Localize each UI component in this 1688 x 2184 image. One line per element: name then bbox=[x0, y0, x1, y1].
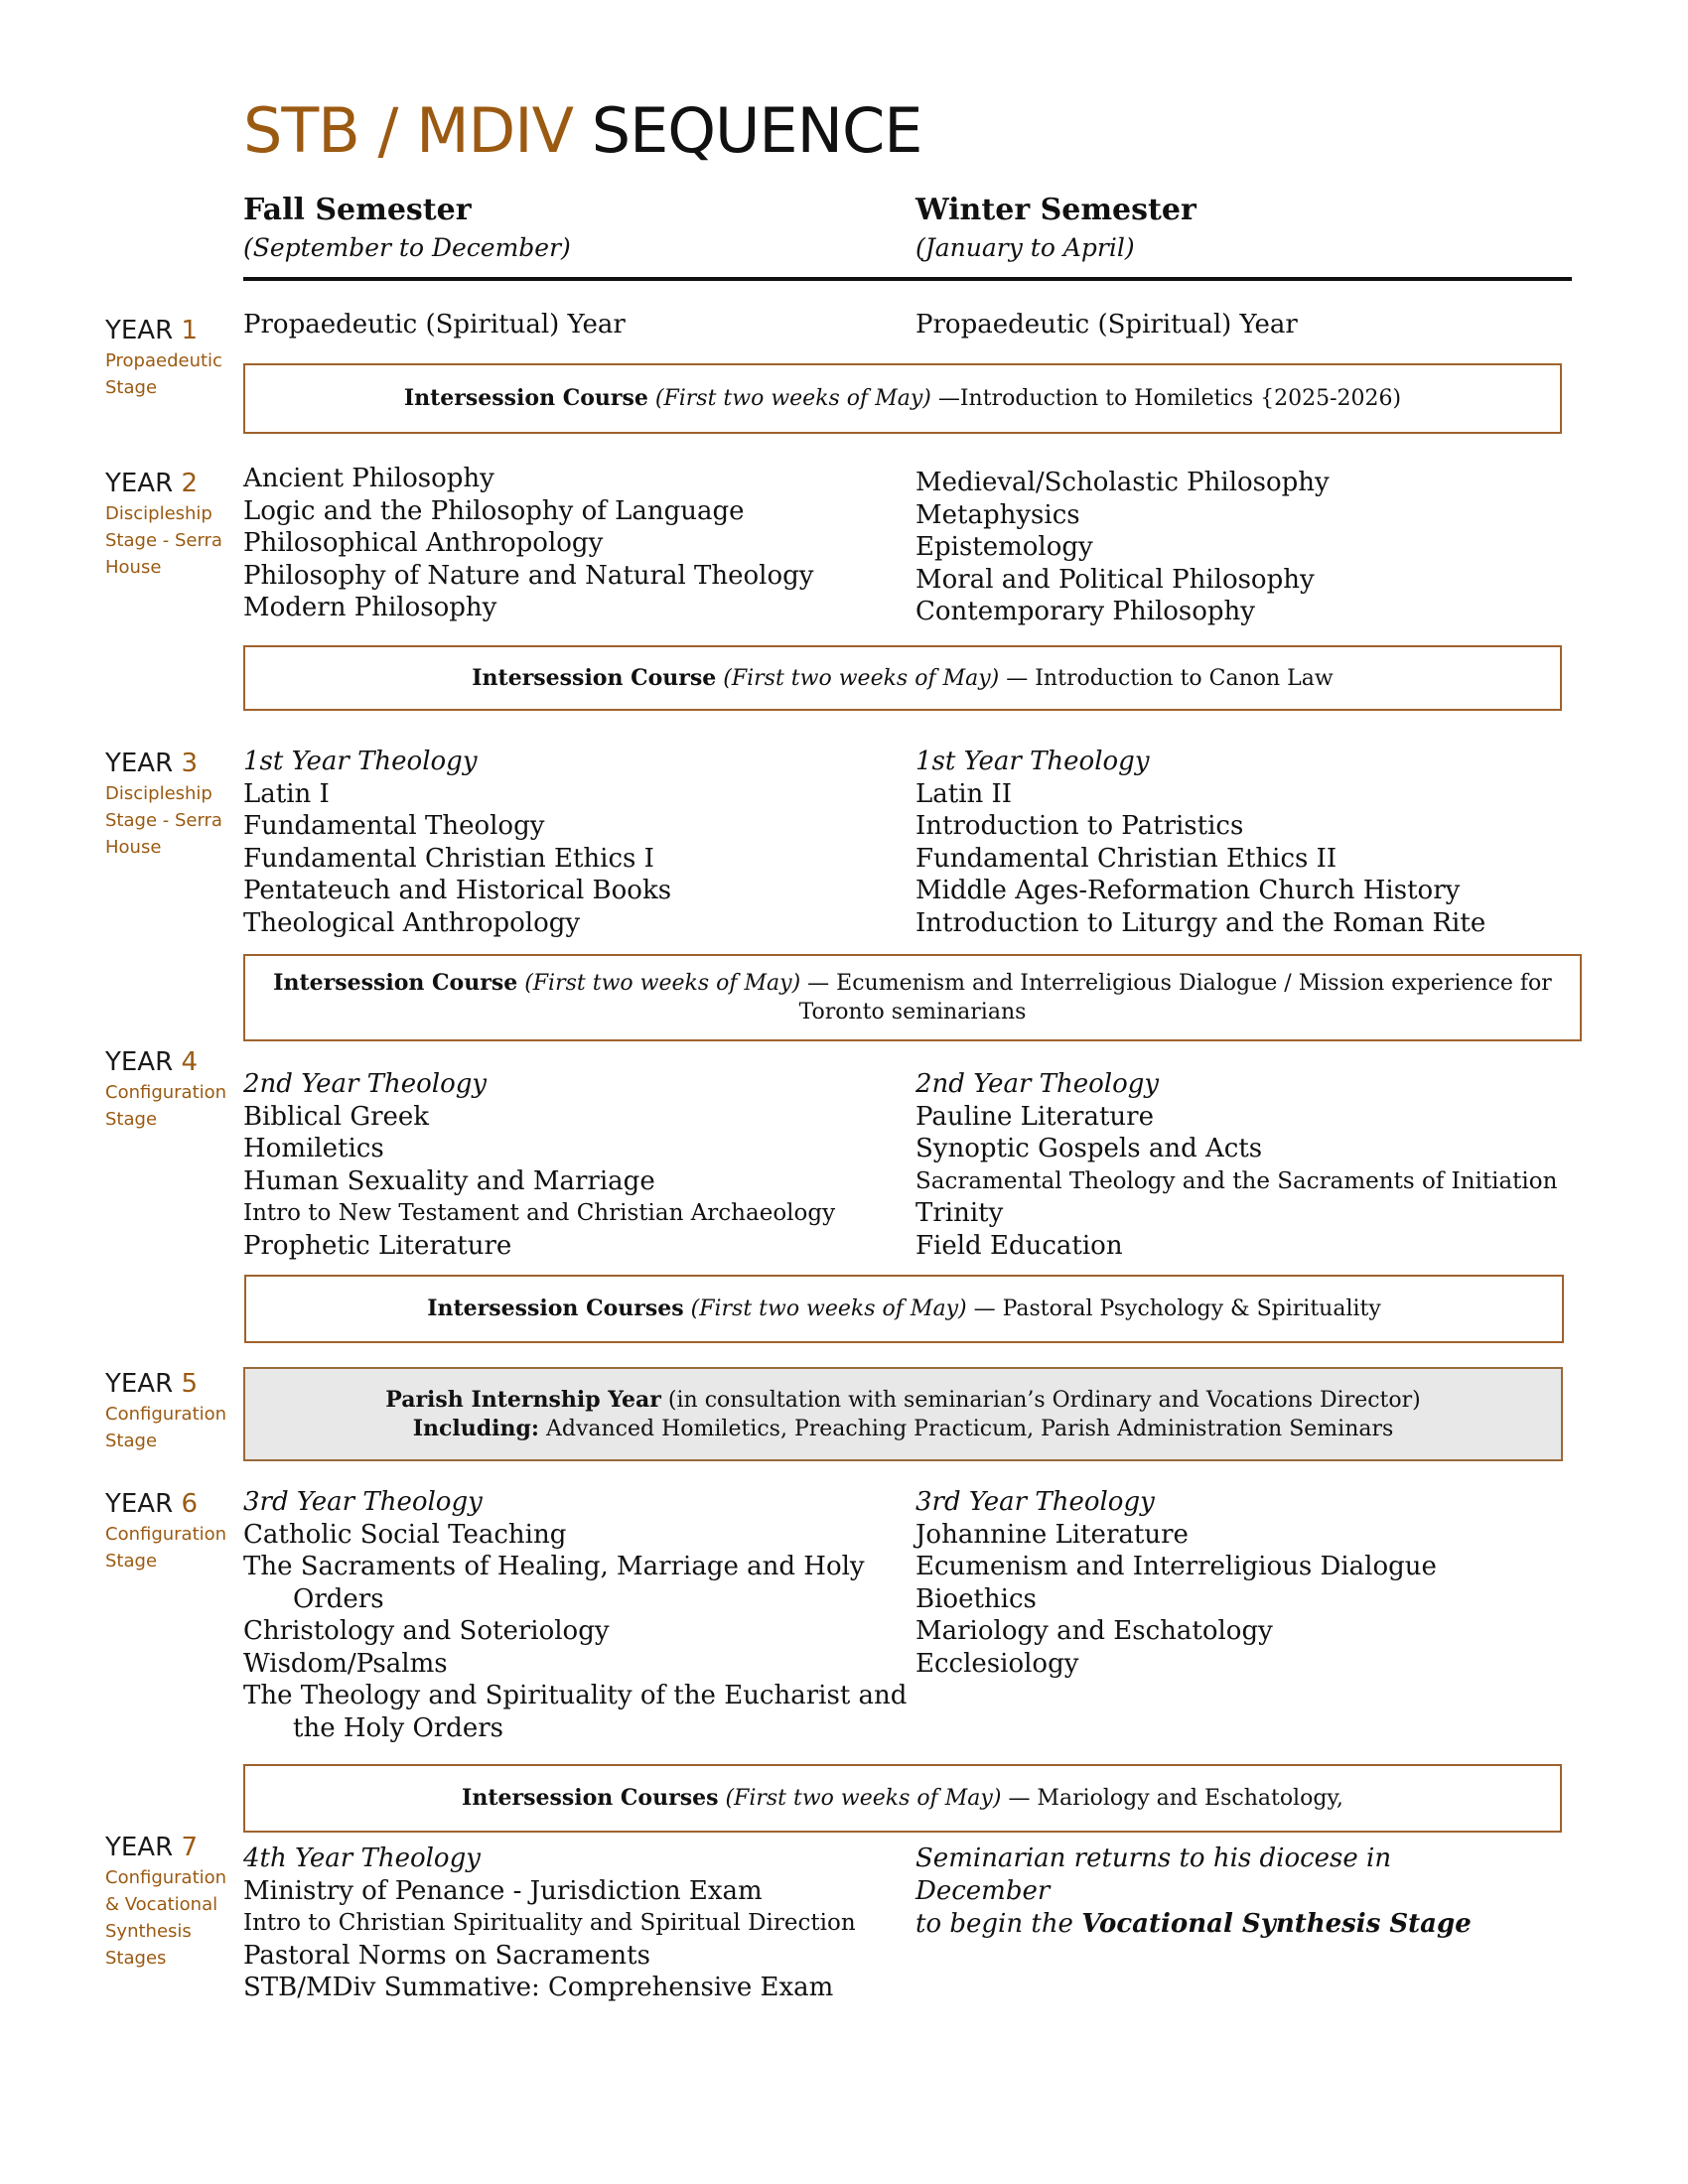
intersession-lead: Intersession Course bbox=[403, 385, 648, 411]
year-number: 2 bbox=[181, 469, 198, 498]
year-stage: Discipleship Stage - Serra House bbox=[105, 503, 222, 578]
year-stage: Configuration Stage bbox=[105, 1082, 227, 1130]
year-4-intersession bbox=[244, 1275, 1564, 1343]
fall-subtitle: (September to December) bbox=[243, 233, 571, 262]
course: Ecumenism and Interreligious Dialogue bbox=[915, 1552, 1437, 1581]
course: Modern Philosophy bbox=[243, 593, 497, 622]
course: Human Sexuality and Marriage bbox=[243, 1165, 655, 1196]
course: Fundamental Christian Ethics I bbox=[243, 843, 654, 874]
course: Introduction to Patristics bbox=[915, 811, 1244, 841]
year-3-intersession bbox=[243, 954, 1582, 1041]
course: Pastoral Norms on Sacraments bbox=[243, 1940, 650, 1971]
note-line: Seminarian returns to his diocese in December bbox=[915, 1843, 1392, 1906]
intersession-lead: Intersession Courses bbox=[462, 1785, 719, 1811]
parish-internship-box bbox=[243, 1367, 1563, 1461]
course: Christology and Soteriology bbox=[243, 1616, 610, 1646]
year-stage: Propaedeutic Stage bbox=[105, 350, 222, 398]
year-6-winter bbox=[915, 1486, 1551, 1680]
theology-year-heading: 2nd Year Theology bbox=[243, 1069, 488, 1099]
year-3-label bbox=[105, 747, 239, 861]
winter-subtitle: (January to April) bbox=[915, 233, 1135, 262]
theology-year-heading: 1st Year Theology bbox=[243, 747, 478, 776]
course: Intro to New Testament and Christian Archaeology bbox=[243, 1200, 836, 1226]
course: Sacramental Theology and the Sacraments of Initiation bbox=[915, 1167, 1558, 1194]
theology-year-heading: 1st Year Theology bbox=[915, 747, 1150, 776]
year-word: YEAR bbox=[105, 749, 174, 778]
course: Contemporary Philosophy bbox=[915, 597, 1255, 626]
year-word: YEAR bbox=[105, 469, 174, 498]
course: Epistemology bbox=[915, 532, 1093, 562]
course: The Theology and Spirituality of the Eucharist and bbox=[243, 1681, 908, 1710]
internship-lead: Parish Internship Year bbox=[385, 1386, 661, 1413]
year-stage: Configuration Stage bbox=[105, 1524, 227, 1571]
course: Theological Anthropology bbox=[243, 907, 581, 938]
year-1-fall bbox=[243, 309, 879, 341]
header-divider bbox=[243, 277, 1572, 281]
year-1-winter bbox=[915, 309, 1551, 341]
intersession-when: (First two weeks of May) bbox=[524, 971, 801, 996]
course: Ministry of Penance - Jurisdiction Exam bbox=[243, 1875, 763, 1906]
course: Logic and the Philosophy of Language bbox=[243, 495, 745, 526]
course-continuation: Orders bbox=[293, 1583, 384, 1614]
year-1-intersession bbox=[243, 363, 1562, 434]
year-number: 1 bbox=[181, 316, 198, 345]
title-accent: STB / MDIV bbox=[243, 94, 573, 167]
course: The Sacraments of Healing, Marriage and Holy bbox=[243, 1552, 865, 1581]
internship-including: Including: bbox=[412, 1415, 539, 1441]
year-word: YEAR bbox=[105, 316, 174, 345]
intersession-lead: Intersession Courses bbox=[427, 1296, 684, 1321]
year-number: 7 bbox=[181, 1833, 198, 1862]
year-stage: Discipleship Stage - Serra House bbox=[105, 783, 222, 858]
year-number: 3 bbox=[181, 749, 198, 778]
year-3-fall bbox=[243, 746, 879, 939]
course: Biblical Greek bbox=[243, 1101, 430, 1132]
internship-text: (in consultation with seminarian’s Ordinary and Vocations Director) bbox=[667, 1387, 1421, 1413]
course: Middle Ages-Reformation Church History bbox=[915, 876, 1461, 905]
year-word: YEAR bbox=[105, 1047, 174, 1077]
course: Prophetic Literature bbox=[243, 1230, 512, 1261]
course: Bioethics bbox=[915, 1583, 1037, 1614]
year-stage: Configuration Stage bbox=[105, 1404, 227, 1451]
intersession-when: (First two weeks of May) bbox=[654, 386, 931, 411]
course: Field Education bbox=[915, 1230, 1123, 1261]
year-number: 6 bbox=[181, 1489, 198, 1519]
year-5-label bbox=[105, 1367, 239, 1454]
intersession-when: (First two weeks of May) bbox=[723, 665, 1000, 691]
course: Homiletics bbox=[243, 1134, 384, 1163]
year-7-winter-note bbox=[915, 1843, 1531, 1941]
year-2-winter bbox=[915, 467, 1551, 628]
year-6-label bbox=[105, 1487, 239, 1574]
intersession-course: —Introduction to Homiletics {2025-2026) bbox=[937, 386, 1402, 411]
year-6-intersession bbox=[243, 1764, 1562, 1833]
course: Metaphysics bbox=[915, 499, 1080, 530]
year-2-intersession bbox=[243, 645, 1562, 711]
year-word: YEAR bbox=[105, 1833, 174, 1862]
winter-title: Winter Semester bbox=[915, 193, 1196, 227]
intersession-when: (First two weeks of May) bbox=[690, 1297, 967, 1321]
course: Ancient Philosophy bbox=[243, 464, 494, 493]
title-rest: SEQUENCE bbox=[591, 94, 922, 167]
course: Mariology and Eschatology bbox=[915, 1616, 1273, 1646]
internship-courses: Advanced Homiletics, Preaching Practicum, Parish Administration Seminars bbox=[545, 1416, 1394, 1441]
intersession-lead: Intersession Course bbox=[472, 664, 717, 691]
theology-year-heading: 3rd Year Theology bbox=[243, 1487, 483, 1517]
year-number: 4 bbox=[181, 1047, 198, 1077]
course: Intro to Christian Spirituality and Spiritual Direction bbox=[243, 1910, 856, 1936]
vocational-synthesis-stage: Vocational Synthesis Stage bbox=[1081, 1909, 1472, 1939]
year-7-fall bbox=[243, 1843, 879, 2004]
year-4-label bbox=[105, 1045, 239, 1133]
intersession-course: — Introduction to Canon Law bbox=[1006, 665, 1334, 691]
course: STB/MDiv Summative: Comprehensive Exam bbox=[243, 1973, 834, 2002]
year-word: YEAR bbox=[105, 1369, 174, 1399]
course: Trinity bbox=[915, 1198, 1004, 1228]
course: Johannine Literature bbox=[915, 1519, 1189, 1550]
course: Fundamental Christian Ethics II bbox=[915, 843, 1337, 874]
year-4-winter bbox=[915, 1068, 1558, 1262]
theology-year-heading: 3rd Year Theology bbox=[915, 1487, 1155, 1517]
intersession-course: — Pastoral Psychology & Spirituality bbox=[973, 1297, 1381, 1321]
year-7-label bbox=[105, 1831, 239, 1972]
course: Pauline Literature bbox=[915, 1101, 1154, 1132]
winter-header bbox=[915, 191, 1196, 266]
year-1-label bbox=[105, 314, 239, 401]
fall-header bbox=[243, 191, 571, 266]
year-2-fall bbox=[243, 463, 879, 624]
course: Propaedeutic (Spiritual) Year bbox=[243, 310, 626, 340]
intersession-when: (First two weeks of May) bbox=[725, 1786, 1002, 1811]
course: Medieval/Scholastic Philosophy bbox=[915, 468, 1330, 497]
course: Fundamental Theology bbox=[243, 811, 545, 841]
theology-year-heading: 2nd Year Theology bbox=[915, 1069, 1160, 1099]
intersession-lead: Intersession Course bbox=[273, 970, 518, 996]
note-line: to begin the bbox=[915, 1909, 1073, 1939]
course: Synoptic Gospels and Acts bbox=[915, 1134, 1263, 1163]
course: Philosophical Anthropology bbox=[243, 528, 604, 558]
course: Introduction to Liturgy and the Roman Rite bbox=[915, 907, 1486, 938]
fall-title: Fall Semester bbox=[243, 193, 472, 227]
intersession-course: — Ecumenism and Interreligious Dialogue / Mission experience for Toronto seminarians bbox=[798, 971, 1552, 1024]
year-2-label bbox=[105, 467, 239, 581]
course-continuation: the Holy Orders bbox=[293, 1712, 503, 1743]
year-4-fall bbox=[243, 1068, 879, 1262]
year-word: YEAR bbox=[105, 1489, 174, 1519]
course: Moral and Political Philosophy bbox=[915, 564, 1315, 595]
course: Ecclesiology bbox=[915, 1648, 1079, 1679]
year-stage: Configuration & Vocational Synthesis Stages bbox=[105, 1867, 227, 1969]
course: Latin II bbox=[915, 778, 1013, 809]
year-3-winter bbox=[915, 746, 1551, 939]
page-title bbox=[243, 91, 921, 171]
course: Propaedeutic (Spiritual) Year bbox=[915, 310, 1298, 340]
theology-year-heading: 4th Year Theology bbox=[243, 1843, 481, 1873]
course: Pentateuch and Historical Books bbox=[243, 876, 672, 905]
course: Catholic Social Teaching bbox=[243, 1519, 567, 1550]
course: Philosophy of Nature and Natural Theology bbox=[243, 560, 814, 591]
course: Latin I bbox=[243, 778, 330, 809]
year-6-fall bbox=[243, 1486, 908, 1744]
year-number: 5 bbox=[181, 1369, 198, 1399]
course: Wisdom/Psalms bbox=[243, 1648, 448, 1679]
intersession-course: — Mariology and Eschatology, bbox=[1008, 1786, 1343, 1811]
